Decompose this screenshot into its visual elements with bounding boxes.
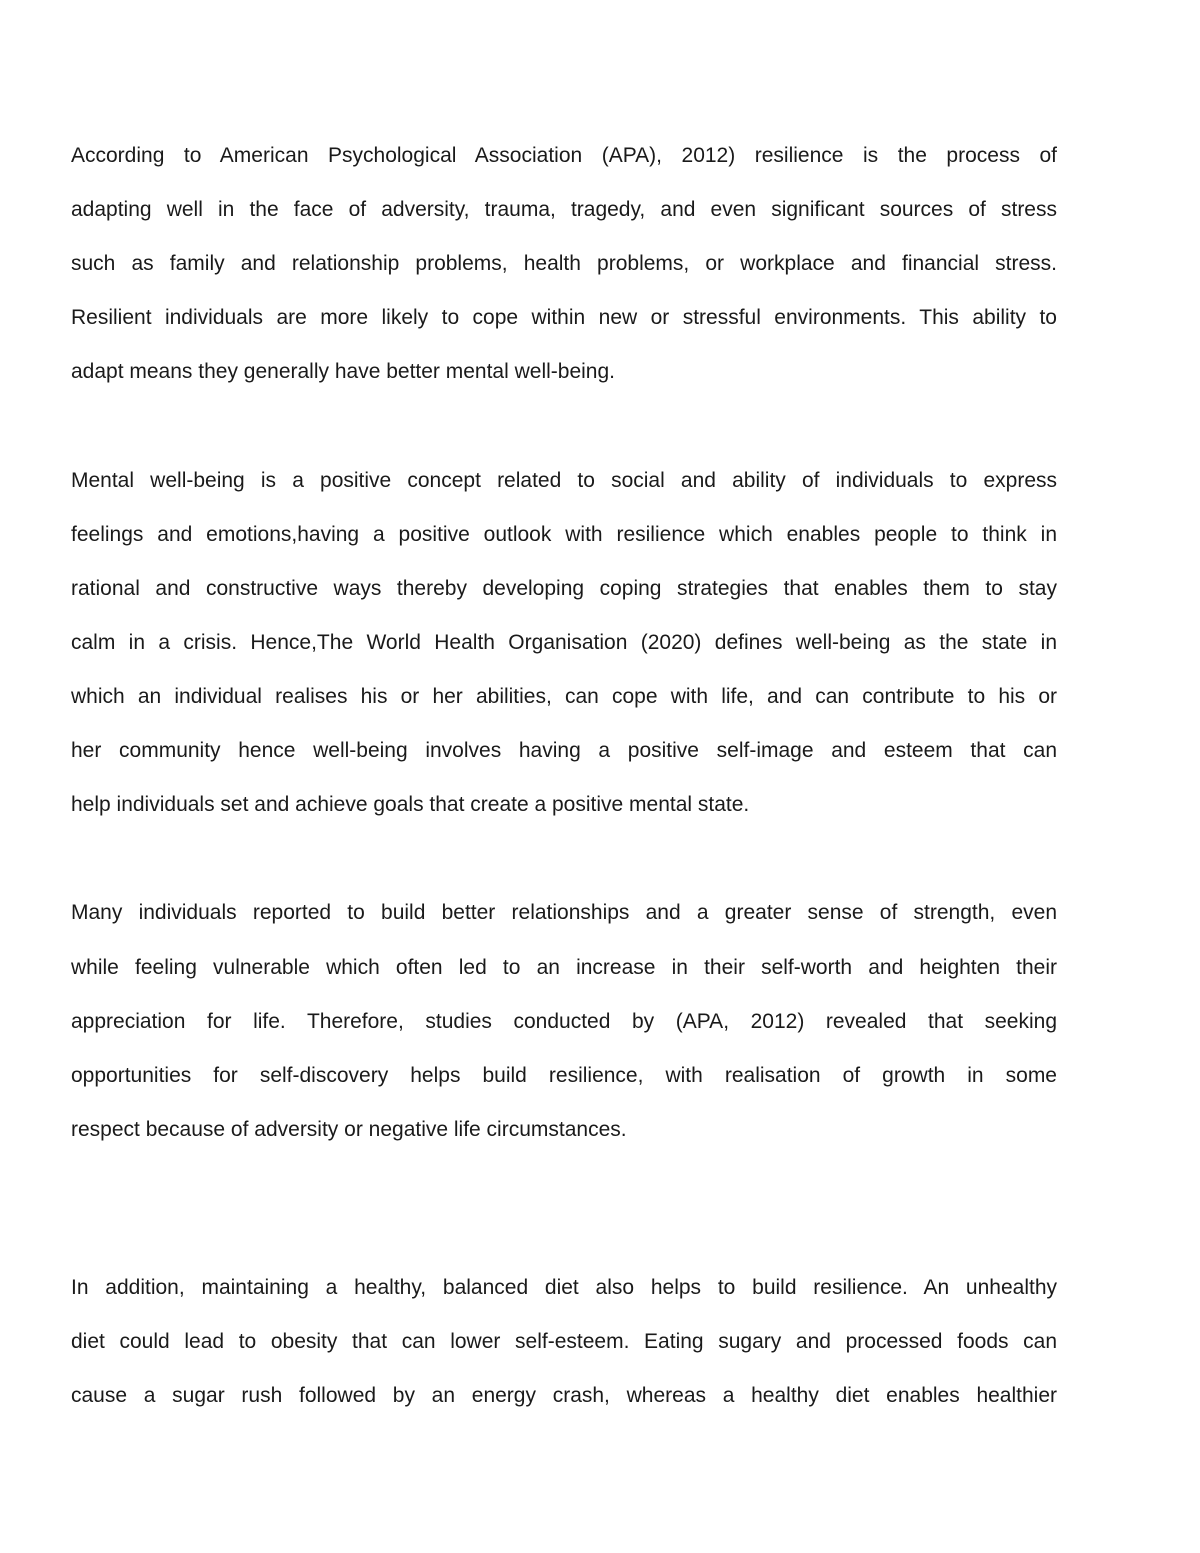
- paragraph-1-line-3: such as family and relationship problems, health problems, or workplace and financial stress.: [71, 252, 1057, 275]
- paragraph-1-line-5: adapt means they generally have better mental well-being.: [71, 360, 615, 383]
- paragraph-2-line-2: feelings and emotions,having a positive outlook with resilience which enables people to think in: [71, 523, 1057, 546]
- paragraph-3-line-1: Many individuals reported to build better relationships and a greater sense of strength, even: [71, 901, 1057, 924]
- paragraph-2-line-3: rational and constructive ways thereby developing coping strategies that enables them to stay: [71, 577, 1057, 600]
- paragraph-1-line-4: Resilient individuals are more likely to cope within new or stressful environments. This ability to: [71, 306, 1057, 329]
- paragraph-1-line-2: adapting well in the face of adversity, trauma, tragedy, and even significant sources of stress: [71, 198, 1057, 221]
- paragraph-2-line-5: which an individual realises his or her abilities, can cope with life, and can contribute to his or: [71, 685, 1057, 708]
- paragraph-3-line-2: while feeling vulnerable which often led to an increase in their self-worth and heighten their: [71, 956, 1057, 979]
- paragraph-3-line-4: opportunities for self-discovery helps build resilience, with realisation of growth in some: [71, 1064, 1057, 1087]
- paragraph-3-line-3: appreciation for life. Therefore, studies conducted by (APA, 2012) revealed that seeking: [71, 1010, 1057, 1033]
- paragraph-2-line-1: Mental well-being is a positive concept related to social and ability of individuals to express: [71, 469, 1057, 492]
- paragraph-4-line-2: diet could lead to obesity that can lower self-esteem. Eating sugary and processed foods can: [71, 1330, 1057, 1353]
- paragraph-2-line-7: help individuals set and achieve goals that create a positive mental state.: [71, 793, 750, 816]
- paragraph-3-line-5: respect because of adversity or negative life circumstances.: [71, 1118, 627, 1141]
- paragraph-4-line-1: In addition, maintaining a healthy, balanced diet also helps to build resilience. An unhealthy: [71, 1276, 1057, 1299]
- paragraph-4-line-3: cause a sugar rush followed by an energy crash, whereas a healthy diet enables healthier: [71, 1384, 1057, 1407]
- paragraph-1-line-1: According to American Psychological Association (APA), 2012) resilience is the process of: [71, 144, 1057, 167]
- paragraph-2-line-4: calm in a crisis. Hence,The World Health Organisation (2020) defines well-being as the state in: [71, 631, 1057, 654]
- paragraph-2-line-6: her community hence well-being involves having a positive self-image and esteem that can: [71, 739, 1057, 762]
